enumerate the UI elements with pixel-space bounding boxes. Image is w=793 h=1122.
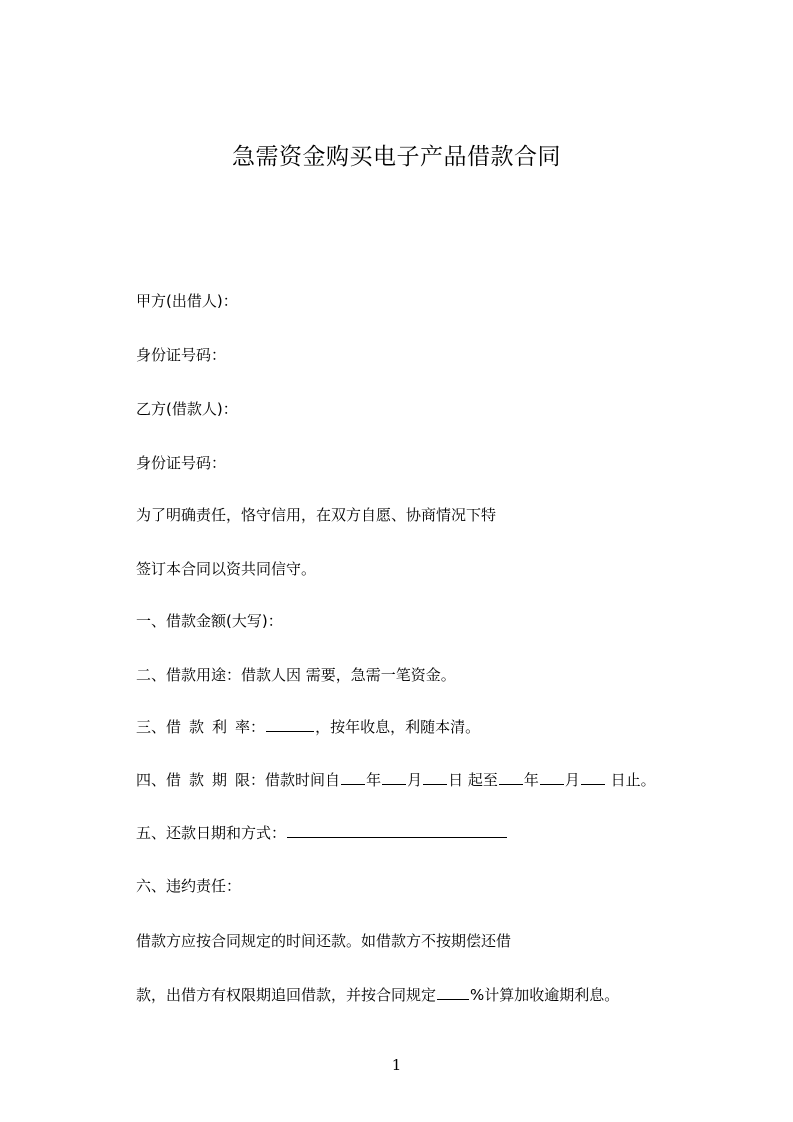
clause-4-month2: 月 <box>564 771 580 789</box>
clause-1-amount: 一、借款金额(大写)： <box>136 612 283 630</box>
lender-id-line: 身份证号码： <box>136 346 227 364</box>
repayment-method-blank <box>287 836 507 838</box>
document-title: 急需资金购买电子产品借款合同 <box>232 144 561 170</box>
start-day-blank <box>423 783 447 785</box>
clause-3-interest: 三、借款利率： ，按年收息，利随本清。 <box>136 718 481 736</box>
clause-4-year2: 年 <box>523 771 539 789</box>
clause-4-month1: 月 <box>407 771 423 789</box>
overdue-rate-blank <box>437 998 469 1000</box>
penalty-line-2-a: 款，出借方有权限期追回借款，并按合同规定 <box>136 986 437 1004</box>
end-year-blank <box>499 783 523 785</box>
clause-4-prefix: 四、 <box>136 771 167 789</box>
clause-4-label: 借款期 <box>166 771 236 789</box>
start-month-blank <box>382 783 406 785</box>
lender-line: 甲方(出借人)： <box>136 292 238 310</box>
page-number: 1 <box>391 1056 402 1074</box>
clause-5-repayment <box>136 822 508 844</box>
clause-6-breach: 六、违约责任： <box>136 877 242 895</box>
borrower-line: 乙方(借款人)： <box>136 400 238 418</box>
clause-3-label-end: 率 <box>235 718 251 736</box>
end-day-blank <box>581 783 605 785</box>
intro-line-1: 为了明确责任，恪守信用，在双方自愿、协商情况下特 <box>136 506 497 524</box>
start-year-blank <box>341 783 365 785</box>
clause-5-label: 五、还款日期和方式： <box>136 824 287 842</box>
clause-2-purpose: 二、借款用途：借款人因 需要，急需一笔资金。 <box>136 666 456 684</box>
clause-4-label-end: 限 <box>235 771 251 789</box>
penalty-line-2 <box>136 984 619 1006</box>
clause-4-year1: 年 <box>366 771 382 789</box>
clause-4-term <box>136 769 656 791</box>
interest-rate-blank <box>266 730 314 732</box>
end-month-blank <box>540 783 564 785</box>
clause-3-prefix: 三、 <box>136 718 167 736</box>
intro-line-2: 签订本合同以资共同信守。 <box>136 560 317 578</box>
clause-4-day2: 日止。 <box>605 771 656 789</box>
penalty-line-2-b: %计算加收逾期利息。 <box>470 986 620 1004</box>
clause-4-from: ：借款时间自 <box>250 771 341 789</box>
clause-3-label: 借款利 <box>166 718 236 736</box>
clause-3-rest: ，按年收息，利随本清。 <box>315 718 481 736</box>
penalty-line-1: 借款方应按合同规定的时间还款。如借款方不按期偿还借 <box>136 932 512 950</box>
borrower-id-line: 身份证号码： <box>136 454 227 472</box>
clause-4-day1: 日 起至 <box>448 771 498 789</box>
